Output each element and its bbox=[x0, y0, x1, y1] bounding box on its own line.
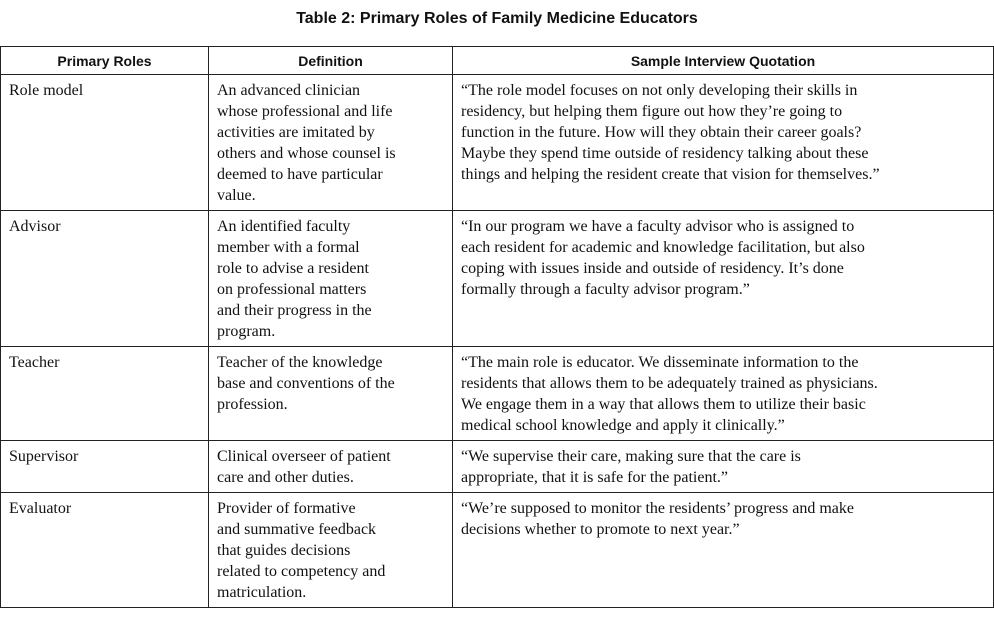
role-cell: Role model bbox=[1, 75, 209, 211]
quotation-cell: “The role model focuses on not only developing their skills in residency, but helping them figure out how they’re going to function in the future. How will they obtain their career goals? Maybe they spend time outside of residency talking about these things and helping the resident create that vision for themselves.” bbox=[453, 75, 994, 211]
definition-cell: Teacher of the knowledge base and conventions of the profession. bbox=[209, 347, 453, 441]
column-header-definition: Definition bbox=[209, 47, 453, 75]
role-cell: Evaluator bbox=[1, 493, 209, 608]
quotation-cell: “In our program we have a faculty advisor who is assigned to each resident for academic and knowledge facilitation, but also coping with issues inside and outside of residency. It’s done formally through a faculty advisor program.” bbox=[453, 211, 994, 347]
header-row bbox=[1, 47, 994, 75]
quotation-cell: “We’re supposed to monitor the residents’ progress and make decisions whether to promote to next year.” bbox=[453, 493, 994, 608]
definition-cell: Clinical overseer of patient care and other duties. bbox=[209, 441, 453, 493]
table-title: Table 2: Primary Roles of Family Medicine Educators bbox=[296, 10, 698, 27]
role-cell: Teacher bbox=[1, 347, 209, 441]
role-cell: Supervisor bbox=[1, 441, 209, 493]
role-cell: Advisor bbox=[1, 211, 209, 347]
column-header-sample-quotation: Sample Interview Quotation bbox=[453, 47, 994, 75]
roles-table bbox=[0, 46, 994, 608]
table-row bbox=[1, 347, 994, 441]
definition-cell: An advanced clinician whose professional and life activities are imitated by others and whose counsel is deemed to have particular value. bbox=[209, 75, 453, 211]
table-row bbox=[1, 75, 994, 211]
definition-cell: An identified faculty member with a formal role to advise a resident on professional matters and their progress in the program. bbox=[209, 211, 453, 347]
table-row bbox=[1, 441, 994, 493]
quotation-cell: “The main role is educator. We disseminate information to the residents that allows them to be adequately trained as physicians. We engage them in a way that allows them to utilize their basic medical school knowledge and apply it clinically.” bbox=[453, 347, 994, 441]
definition-cell: Provider of formative and summative feedback that guides decisions related to competency and matriculation. bbox=[209, 493, 453, 608]
table-row bbox=[1, 493, 994, 608]
table-row bbox=[1, 211, 994, 347]
column-header-primary-roles: Primary Roles bbox=[1, 47, 209, 75]
quotation-cell: “We supervise their care, making sure that the care is appropriate, that it is safe for the patient.” bbox=[453, 441, 994, 493]
